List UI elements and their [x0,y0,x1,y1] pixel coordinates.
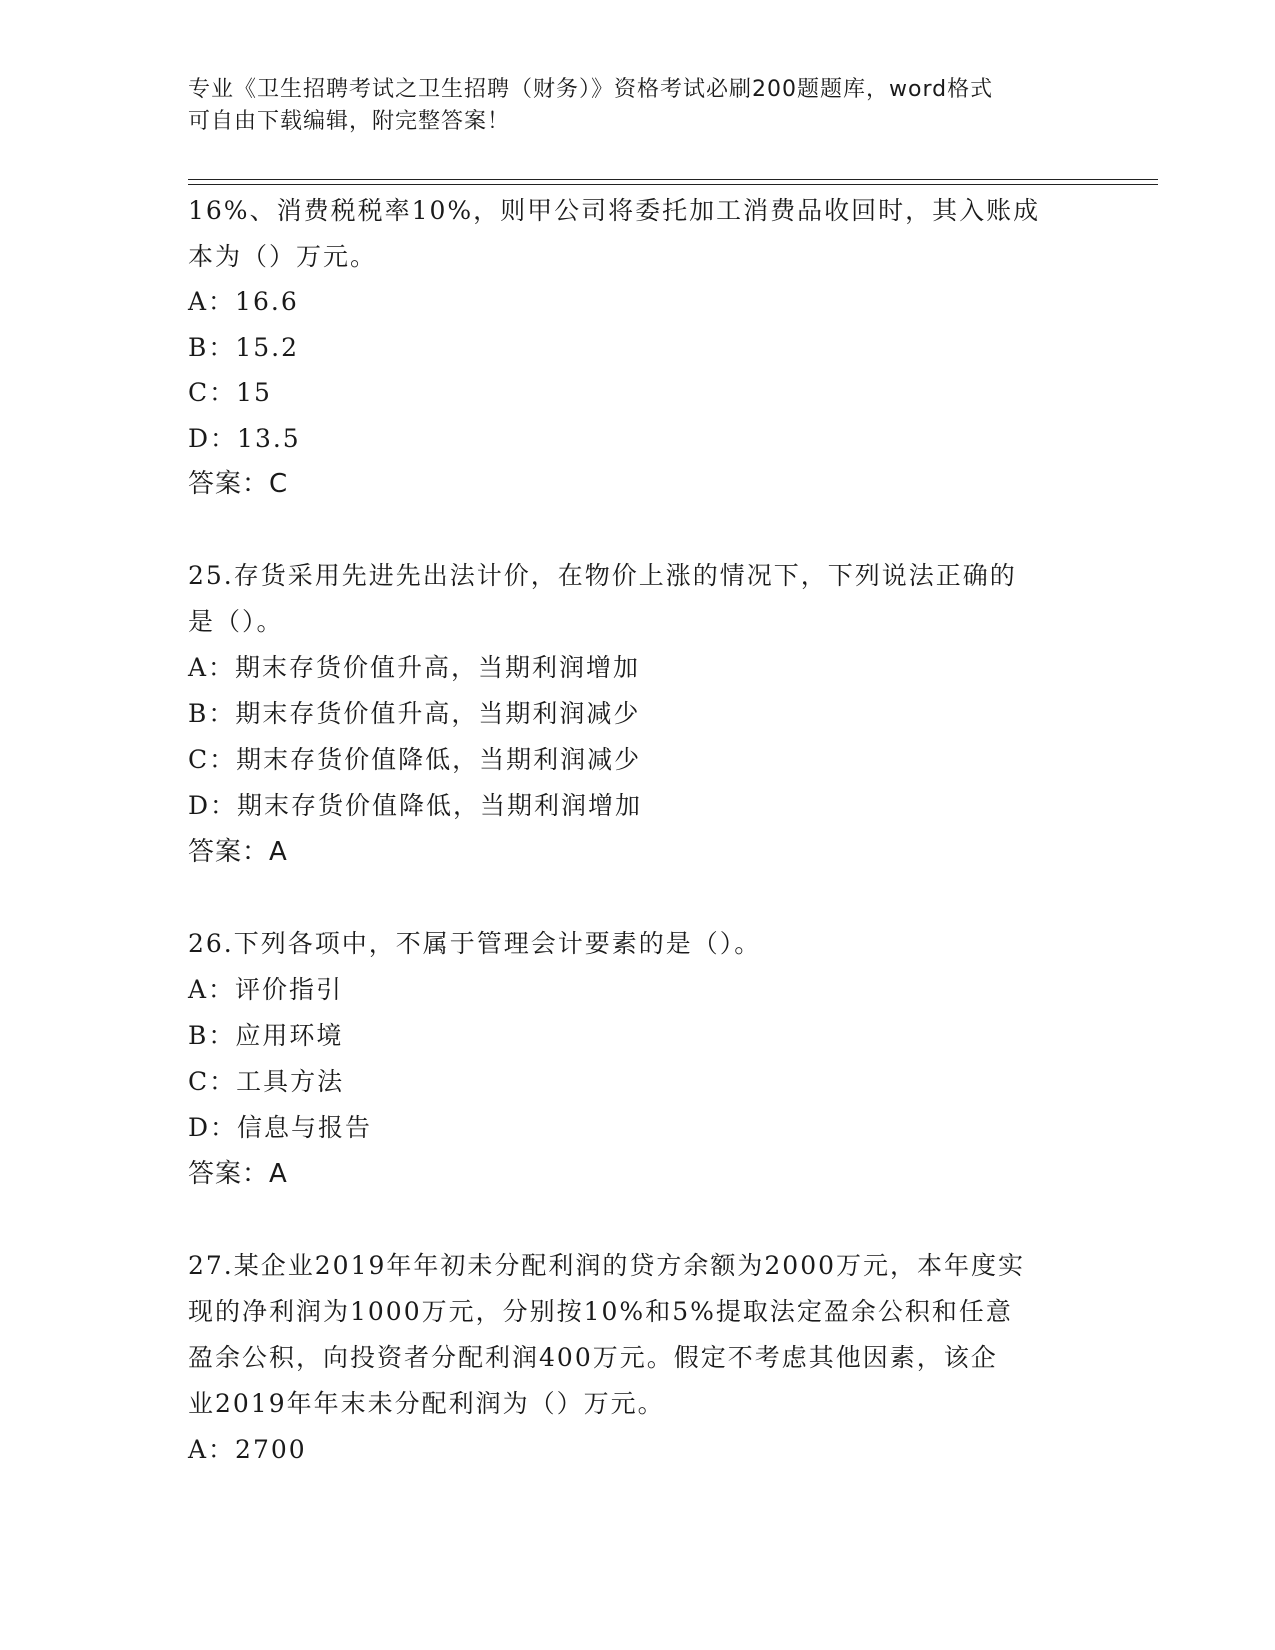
question-27 [188,1243,1088,1473]
question-stem-line: 25.存货采用先进先出法计价，在物价上涨的情况下，下列说法正确的 [188,561,1017,590]
question-stem-line: 26.下列各项中，不属于管理会计要素的是（）。 [188,929,762,958]
option-b: B：应用环境 [188,1021,344,1050]
option-a: A：期末存货价值升高，当期利润增加 [188,653,641,682]
option-a: A：评价指引 [188,975,344,1004]
answer-label: 答案：A [188,1159,288,1189]
option-b: B：15.2 [188,332,300,362]
question-list [188,188,1088,1473]
header-line-2: 可自由下载编辑，附完整答案！ [188,109,511,134]
option-c: C：15 [188,378,272,407]
option-c: C：期末存货价值降低，当期利润减少 [188,745,642,774]
question-26 [188,921,1088,1197]
question-stem-line: 27.某企业2019年年初未分配利润的贷方余额为2000万元，本年度实 [188,1251,1026,1280]
option-d: D：信息与报告 [188,1113,373,1142]
question-stem-line: 16%、消费税税率10%，则甲公司将委托加工消费品收回时，其入账成 [188,196,1041,225]
document-header [188,74,1088,138]
answer-label: 答案：A [188,837,288,867]
question-24 [188,188,1088,507]
question-stem-line: 业2019年年末未分配利润为（）万元。 [188,1389,665,1418]
question-stem-line: 是（）。 [188,607,284,636]
option-d: D：13.5 [188,423,301,453]
option-c: C：工具方法 [188,1067,345,1096]
question-stem-line: 本为（）万元。 [188,241,378,271]
question-spacer [188,875,1088,921]
option-d: D：期末存货价值降低，当期利润增加 [188,791,643,820]
header-rule-top [188,179,1158,180]
question-25 [188,553,1088,875]
header-line-1: 专业《卫生招聘考试之卫生招聘（财务）》资格考试必刷200题题库，word格式 [188,77,994,102]
question-stem-line: 盈余公积，向投资者分配利润400万元。假定不考虑其他因素，该企 [188,1343,998,1372]
option-a: A：16.6 [188,287,299,316]
option-a: A：2700 [188,1435,307,1464]
answer-label: 答案：C [188,469,289,499]
header-rule-bottom [188,184,1158,185]
question-spacer [188,1197,1088,1243]
question-spacer [188,507,1088,553]
option-b: B：期末存货价值升高，当期利润减少 [188,699,641,728]
question-stem-line: 现的净利润为1000万元，分别按10%和5%提取法定盈余公积和任意 [188,1297,1013,1326]
